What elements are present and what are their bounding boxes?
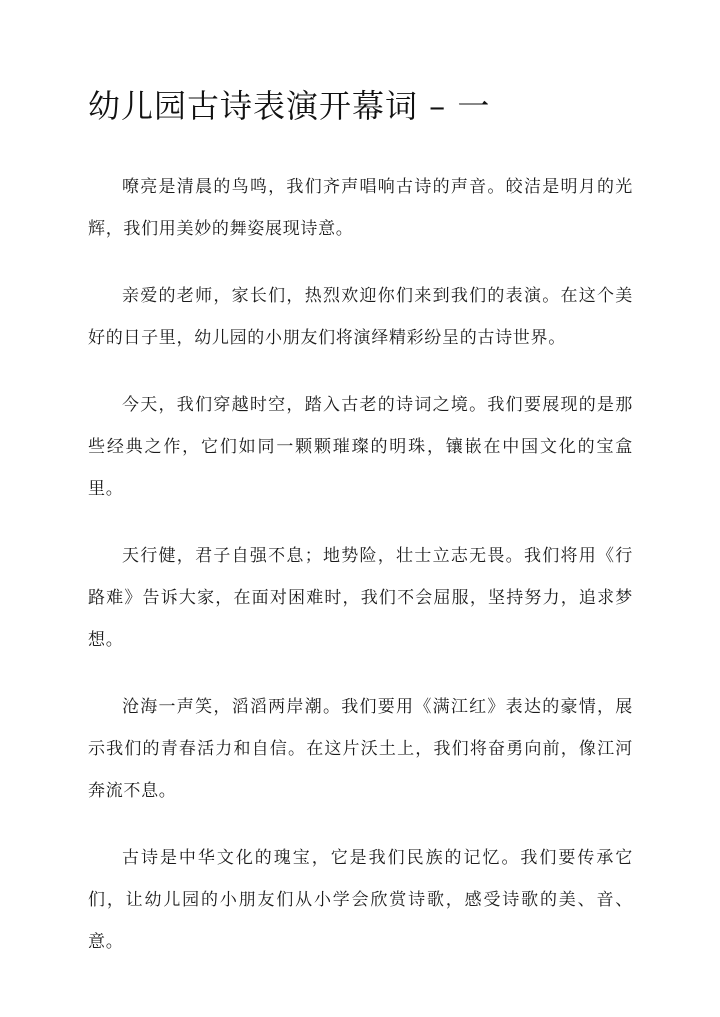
document-title: 幼儿园古诗表演开幕词 – 一 [88, 87, 491, 125]
paragraph-6: 古诗是中华文化的瑰宝，它是我们民族的记忆。我们要传承它们，让幼儿园的小朋友们从小学会欣赏诗歌，感受诗歌的美、音、意。 [88, 848, 633, 952]
paragraph-3: 今天，我们穿越时空，踏入古老的诗词之境。我们要展现的是那些经典之作，它们如同一颗颗璀璨的明珠，镶嵌在中国文化的宝盒里。 [88, 395, 633, 499]
paragraph-4: 天行健，君子自强不息；地势险，壮士立志无畏。我们将用《行路难》告诉大家，在面对困难时，我们不会屈服，坚持努力，追求梦想。 [88, 546, 633, 650]
paragraph-5: 沧海一声笑，滔滔两岸潮。我们要用《满江红》表达的豪情，展示我们的青春活力和自信。在这片沃土上，我们将奋勇向前，像江河奔流不息。 [88, 697, 633, 801]
document-body [88, 166, 633, 988]
paragraph-1: 嘹亮是清晨的鸟鸣，我们齐声唱响古诗的声音。皎洁是明月的光辉，我们用美妙的舞姿展现诗意。 [88, 177, 633, 239]
paragraph-2: 亲爱的老师，家长们，热烈欢迎你们来到我们的表演。在这个美好的日子里，幼儿园的小朋友们将演绎精彩纷呈的古诗世界。 [88, 286, 633, 348]
